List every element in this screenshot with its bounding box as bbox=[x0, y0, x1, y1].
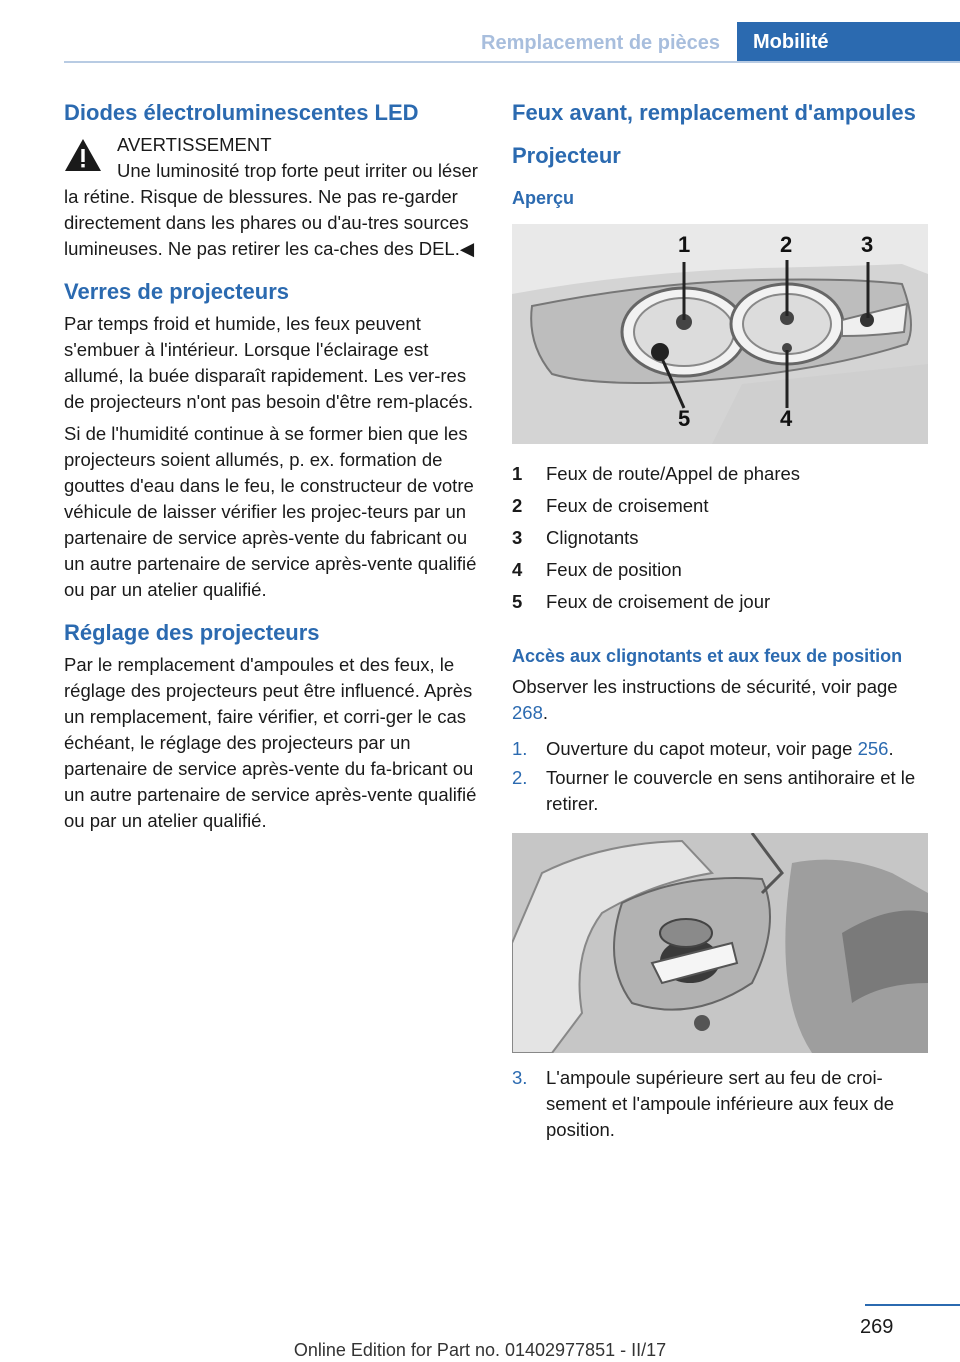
lenses-paragraph-1: Par temps froid et humide, les feux peuvent s'embuer à l'intérieur. Lorsque l'éclairage est allumé, la buée disparaît rapidement. Les ver‐res de projecteurs n'ont pas besoin d'être rem‐placés. bbox=[64, 313, 474, 412]
header-section-title: Remplacement de pièces bbox=[481, 32, 720, 54]
adjust-heading: Réglage des projecteurs bbox=[64, 620, 320, 645]
step-text: Ouverture du capot moteur, voir page 256. bbox=[546, 738, 894, 759]
figure-label-2: 2 bbox=[780, 232, 793, 257]
step-item bbox=[512, 1065, 928, 1143]
header-rule bbox=[64, 61, 960, 63]
access-text: Observer les instructions de sécurité, voir page bbox=[512, 676, 898, 697]
page-link-256[interactable]: 256 bbox=[857, 738, 889, 759]
legend-number: 4 bbox=[512, 559, 523, 580]
legend-number: 2 bbox=[512, 495, 523, 516]
step-number: 1. bbox=[512, 738, 528, 759]
right-column bbox=[512, 100, 928, 1143]
legend-item bbox=[512, 522, 928, 554]
access-end: . bbox=[542, 702, 549, 723]
headlight-heading: Feux avant, remplacement d'ampoules bbox=[512, 100, 916, 125]
legend-text: Feux de croisement de jour bbox=[546, 591, 771, 612]
lenses-heading: Verres de projecteurs bbox=[64, 279, 290, 304]
projector-subheading: Projecteur bbox=[512, 143, 621, 168]
headlight-diagram bbox=[512, 224, 928, 444]
engine-bay-photo bbox=[512, 833, 928, 1053]
step-text: L'ampoule supérieure sert au feu de croi‐sement et l'ampoule inférieure aux feux de position. bbox=[546, 1067, 895, 1140]
legend-number: 1 bbox=[512, 463, 523, 484]
step-item bbox=[512, 736, 928, 762]
footer-edition: Online Edition for Part no. 01402977851 - II/17 bbox=[293, 1340, 667, 1360]
access-subheading: Accès aux clignotants et aux feux de position bbox=[512, 646, 903, 666]
warning-block bbox=[64, 132, 478, 262]
legend-item bbox=[512, 554, 928, 586]
figure-label-3: 3 bbox=[861, 232, 874, 257]
page-link-268[interactable]: 268 bbox=[512, 702, 543, 723]
legend-text: Clignotants bbox=[546, 527, 639, 548]
page-number: 269 bbox=[860, 1316, 894, 1338]
legend-item bbox=[512, 490, 928, 522]
figure-label-1: 1 bbox=[678, 232, 691, 257]
warning-label: AVERTISSEMENT bbox=[117, 134, 272, 155]
step-number: 2. bbox=[512, 767, 528, 788]
warning-icon bbox=[64, 138, 102, 172]
left-column bbox=[64, 100, 478, 834]
steps-list bbox=[512, 736, 928, 817]
header-chapter-tab[interactable]: Mobilité bbox=[737, 22, 960, 63]
overview-subheading: Aperçu bbox=[512, 188, 575, 208]
lenses-paragraph-2: Si de l'humidité continue à se former bien que les projecteurs soient allumés, p. ex. formation de gouttes d'eau dans le feu, le constructeur de votre véhicule de laisser vérifier les projec‐teurs par un partenaire de service après-vente du fabricant ou un autre partenaire de service après-vente qualifié ou par un atelier qualifié. bbox=[64, 423, 477, 600]
legend-text: Feux de route/Appel de phares bbox=[546, 463, 801, 484]
figure-label-5: 5 bbox=[678, 406, 691, 431]
access-paragraph bbox=[512, 674, 928, 726]
legend-list bbox=[512, 458, 928, 618]
step-text: Tourner le couvercle en sens antihoraire et le retirer. bbox=[546, 767, 916, 814]
warning-text: Une luminosité trop forte peut irriter ou léser la rétine. Risque de blessures. Ne pas re‐garder directement dans les phares ou d'au‐tres sources lumineuses. Ne pas retirer les ca‐ches des DEL.◀ bbox=[64, 160, 478, 259]
legend-text: Feux de croisement bbox=[546, 495, 709, 516]
legend-text: Feux de position bbox=[546, 559, 682, 580]
led-heading: Diodes électroluminescentes LED bbox=[64, 100, 419, 125]
page-number-rule bbox=[865, 1304, 960, 1306]
legend-item bbox=[512, 586, 928, 618]
step-item bbox=[512, 765, 928, 817]
steps-list-continued bbox=[512, 1065, 928, 1143]
legend-number: 3 bbox=[512, 527, 523, 548]
figure-label-4: 4 bbox=[780, 406, 793, 431]
legend-item bbox=[512, 458, 928, 490]
legend-number: 5 bbox=[512, 591, 523, 612]
step-number: 3. bbox=[512, 1067, 528, 1088]
adjust-paragraph: Par le remplacement d'ampoules et des feux, le réglage des projecteurs peut être influencé. Après un remplacement, faire vérifier, et corri‐ger le cas échéant, le réglage des projecteurs par un partenaire de service après-vente du fa‐bricant ou un autre partenaire de service après-vente qualifié ou par un atelier qualifié. bbox=[64, 654, 477, 831]
